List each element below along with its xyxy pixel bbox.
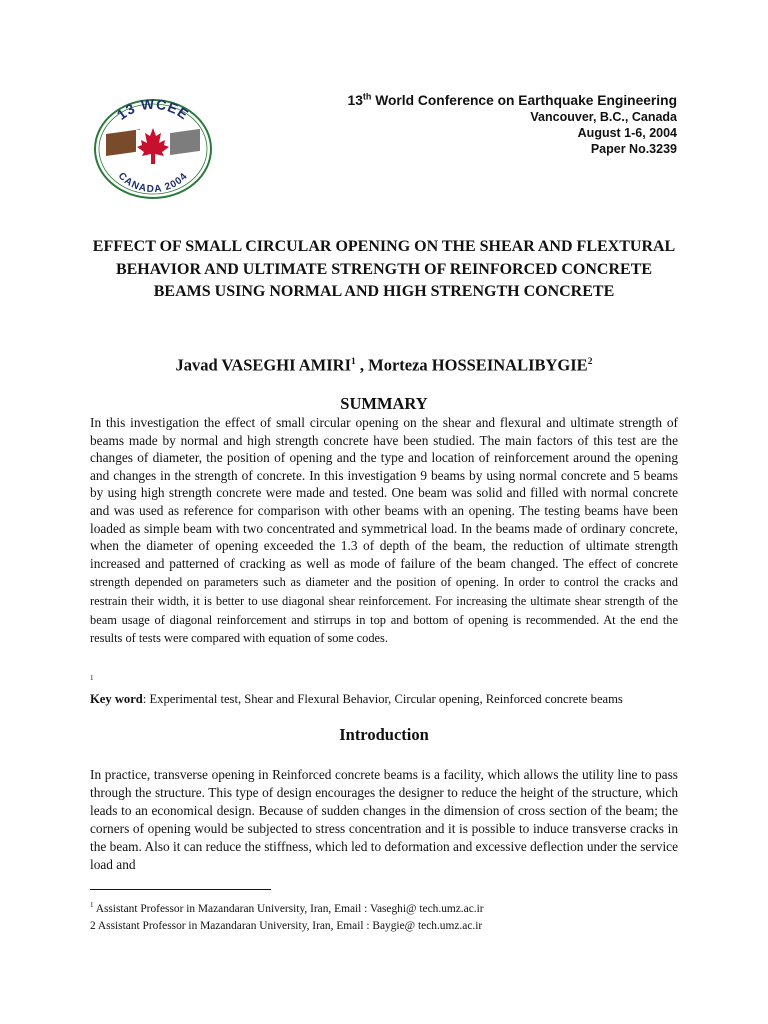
- footnote-1-mark: 1: [90, 901, 94, 909]
- conference-title: [348, 92, 677, 109]
- footnote-1-text: Assistant Professor in Mazandaran University, Iran, Email : Vaseghi@ tech.umz.ac.ir: [93, 902, 484, 915]
- keywords-line: [90, 691, 690, 708]
- author-2-affiliation-mark: 2: [587, 357, 593, 367]
- summary-heading: SUMMARY: [340, 394, 428, 413]
- author-1-affiliation-mark: 1: [351, 357, 356, 367]
- keywords-label: Key word: [90, 692, 143, 706]
- summary-text-main: In this investigation the effect of small circular opening on the shear and flexural and ultimate strength of beams made by normal and high strength concrete have been studied. The main factors of this test are the changes of diameter, the position of opening and the type and location of reinforcement around the opening and changes in the strength of concrete. In this investigation 9 beams by using normal concrete and 5 beams by using high strength concrete were made and tested. One beam was solid and filled with normal concrete and was used as reference for comparison with other beams with an opening. The testing beams have been loaded as simple beam with two concentrated and symmetrical load. In the beams made of ordinary concrete, when the diameter of opening exceeded the 1.3 of depth of the beam, the reduction of ultimate strength increased and patterned of cracking as well as mode of failure of the beam changed. The: [90, 415, 678, 571]
- footnote-divider: [90, 889, 271, 890]
- conference-title-text: World Conference on Earthquake Engineering: [371, 93, 677, 108]
- summary-footnote-mark: 1: [90, 674, 94, 682]
- introduction-paragraph: In practice, transverse opening in Reinforced concrete beams is a facility, which allows the utility line to pass through the structure. This type of design encourages the designer to reduce the height of the structure, which leads to an economical design. Because of sudden changes in the dimension of cross section of the beam; the corners of opening would be subjected to stress concentration and it is possible to induce transverse cracks in the beam. Also it can reduce the stiffness, which led to deformation and excessive deflection under the service load and: [90, 767, 678, 873]
- conference-ordinal-suffix: th: [362, 91, 372, 102]
- summary-paragraph: [90, 414, 678, 648]
- author-separator: ,: [355, 355, 369, 375]
- footnote-1: [90, 897, 690, 918]
- footnote-2: 2 Assistant Professor in Mazandaran University, Iran, Email : Baygie@ tech.umz.ac.ir: [90, 919, 483, 932]
- logo-top-text: 13 WCEE: [113, 98, 193, 123]
- footnotes: [90, 897, 690, 935]
- conference-ordinal: 13: [347, 93, 363, 108]
- summary-text-tight: effect of concrete strength depended on parameters such as diameter and the position of opening. In order to control the cracks and restrain their width, it is better to use diagonal shear reinforcement. For increasing the ultimate shear strength of the beam usage of diagonal reinforcement and stirrups in top and bottom of opening is recommended. At the end the results of tests were compared with equation of some codes.: [90, 556, 678, 646]
- conference-location: Vancouver, B.C., Canada: [530, 110, 677, 124]
- paper-title: EFFECT OF SMALL CIRCULAR OPENING ON THE SHEAR AND FLEXTURAL BEHAVIOR AND ULTIMATE STRENGTH OF REINFORCED CONCRETE BEAMS USING NORMAL AND HIGH STRENGTH CONCRETE: [92, 238, 676, 300]
- authors-line: [90, 352, 678, 376]
- conference-header: [348, 92, 677, 157]
- logo-bottom-text: CANADA 2004: [115, 170, 191, 196]
- author-2: Morteza HOSSEINALIBYGIE: [368, 355, 588, 375]
- author-1: Javad VASEGHI AMIRI: [175, 355, 351, 375]
- introduction-heading: Introduction: [339, 725, 429, 744]
- conference-logo: [92, 98, 214, 200]
- paper-number: Paper No.3239: [590, 142, 677, 156]
- conference-dates: August 1-6, 2004: [577, 126, 677, 140]
- wcee-logo-emblem: [92, 98, 214, 200]
- keywords-text: : Experimental test, Shear and Flexural Behavior, Circular opening, Reinforced concrete beams: [142, 692, 623, 706]
